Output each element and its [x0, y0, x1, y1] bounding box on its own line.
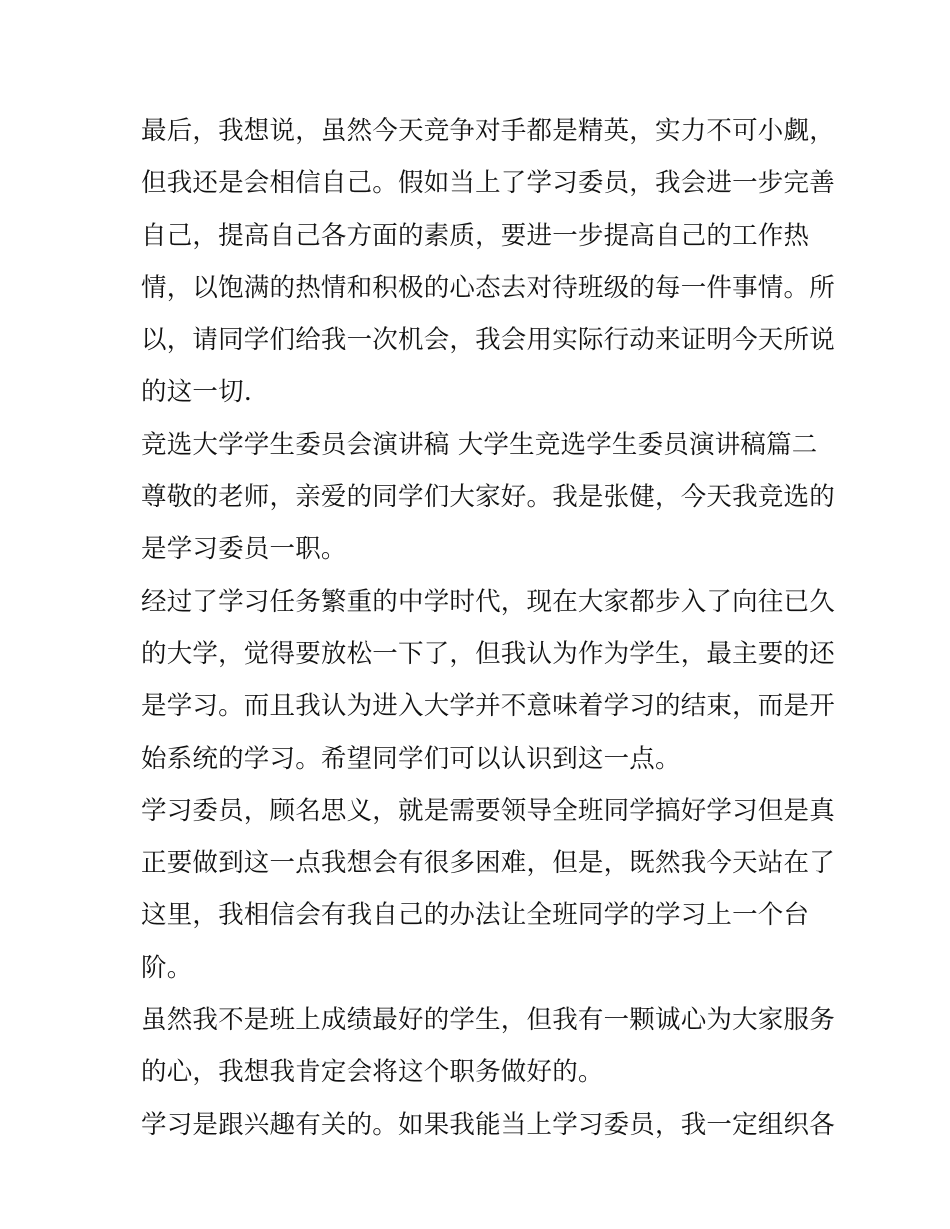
text-line: 阶。: [141, 952, 193, 983]
text-line: 始系统的学习。希望同学们可以认识到这一点。: [141, 743, 681, 774]
text-line: 尊敬的老师，亲爱的同学们大家好。我是张健，今天我竞选的: [141, 482, 835, 513]
text-line: 的这一切.: [141, 377, 253, 408]
text-line: 自己，提高自己各方面的素质，要进一步提高自己的工作热: [141, 220, 810, 251]
text-line: 正要做到这一点我想会有很多困难，但是，既然我今天站在了: [141, 848, 835, 879]
section-title: 竞选大学学生委员会演讲稿 大学生竞选学生委员演讲稿篇二: [141, 429, 818, 460]
text-line: 是学习委员一职。: [141, 534, 347, 565]
text-line: 情，以饱满的热情和积极的心态去对待班级的每一件事情。所: [141, 272, 835, 303]
text-line: 以，请同学们给我一次机会，我会用实际行动来证明今天所说: [141, 325, 835, 356]
text-line: 的心，我想我肯定会将这个职务做好的。: [141, 1057, 604, 1088]
text-line: 这里，我相信会有我自己的办法让全班同学的学习上一个台: [141, 900, 810, 931]
text-line: 的大学，觉得要放松一下了，但我认为作为学生，最主要的还: [141, 638, 835, 669]
text-line: 虽然我不是班上成绩最好的学生，但我有一颗诚心为大家服务: [141, 1005, 835, 1036]
text-line: 学习是跟兴趣有关的。如果我能当上学习委员，我一定组织各: [141, 1109, 835, 1140]
text-line: 是学习。而且我认为进入大学并不意味着学习的结束，而是开: [141, 691, 835, 722]
text-line: 经过了学习任务繁重的中学时代，现在大家都步入了向往已久: [141, 586, 835, 617]
text-line: 但我还是会相信自己。假如当上了学习委员，我会进一步完善: [141, 168, 835, 199]
text-line: 最后，我想说，虽然今天竞争对手都是精英，实力不可小觑，: [141, 116, 835, 146]
text-line: 学习委员，顾名思义，就是需要领导全班同学搞好学习但是真: [141, 795, 835, 826]
document-body: [141, 105, 835, 1151]
